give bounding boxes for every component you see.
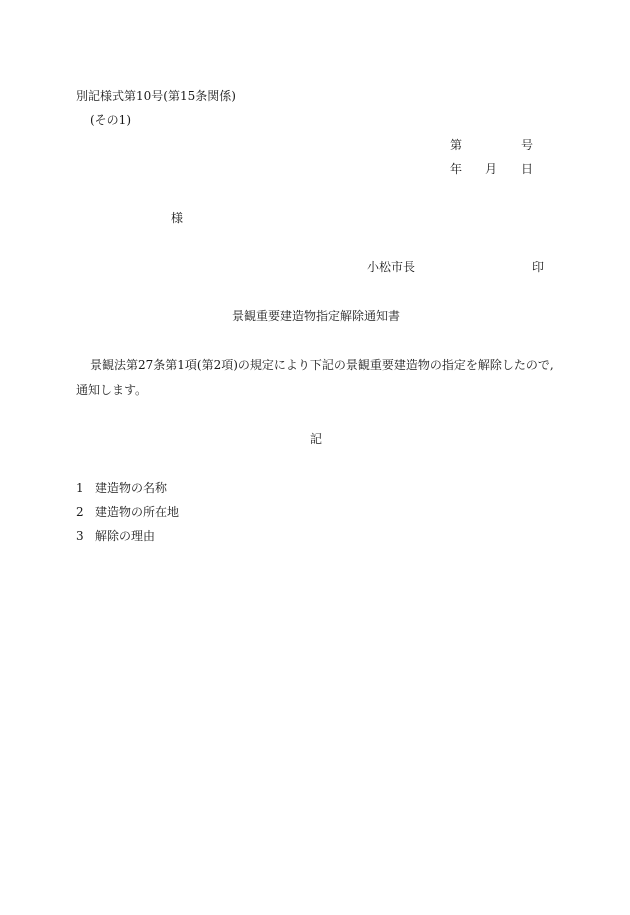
body-line-1: 景観法第27条第1項(第2項)の規定により下記の景観重要建造物の指定を解除したので,	[90, 358, 554, 372]
doc-number-go: 号	[521, 138, 534, 152]
form-number: 別記様式第10号(第15条関係)	[76, 89, 236, 103]
doc-number-dai: 第	[450, 138, 463, 152]
list-item-number: 1	[76, 481, 84, 495]
body-line-2: 通知します。	[76, 383, 148, 397]
list-item-number: 2	[76, 505, 84, 519]
document-title: 景観重要建造物指定解除通知書	[232, 309, 401, 323]
issuer-seal: 印	[532, 260, 545, 274]
addressee-sama: 様	[171, 211, 184, 225]
date-day: 日	[521, 162, 534, 176]
list-item-number: 3	[76, 529, 84, 543]
ki-heading: 記	[310, 432, 323, 446]
form-sub-number: (その1)	[90, 113, 131, 127]
date-year: 年	[450, 162, 463, 176]
list-item-label: 建造物の所在地	[95, 505, 180, 519]
date-month: 月	[485, 162, 498, 176]
issuer-name: 小松市長	[367, 260, 416, 274]
list-item-label: 解除の理由	[95, 529, 156, 543]
list-item-label: 建造物の名称	[95, 481, 168, 495]
